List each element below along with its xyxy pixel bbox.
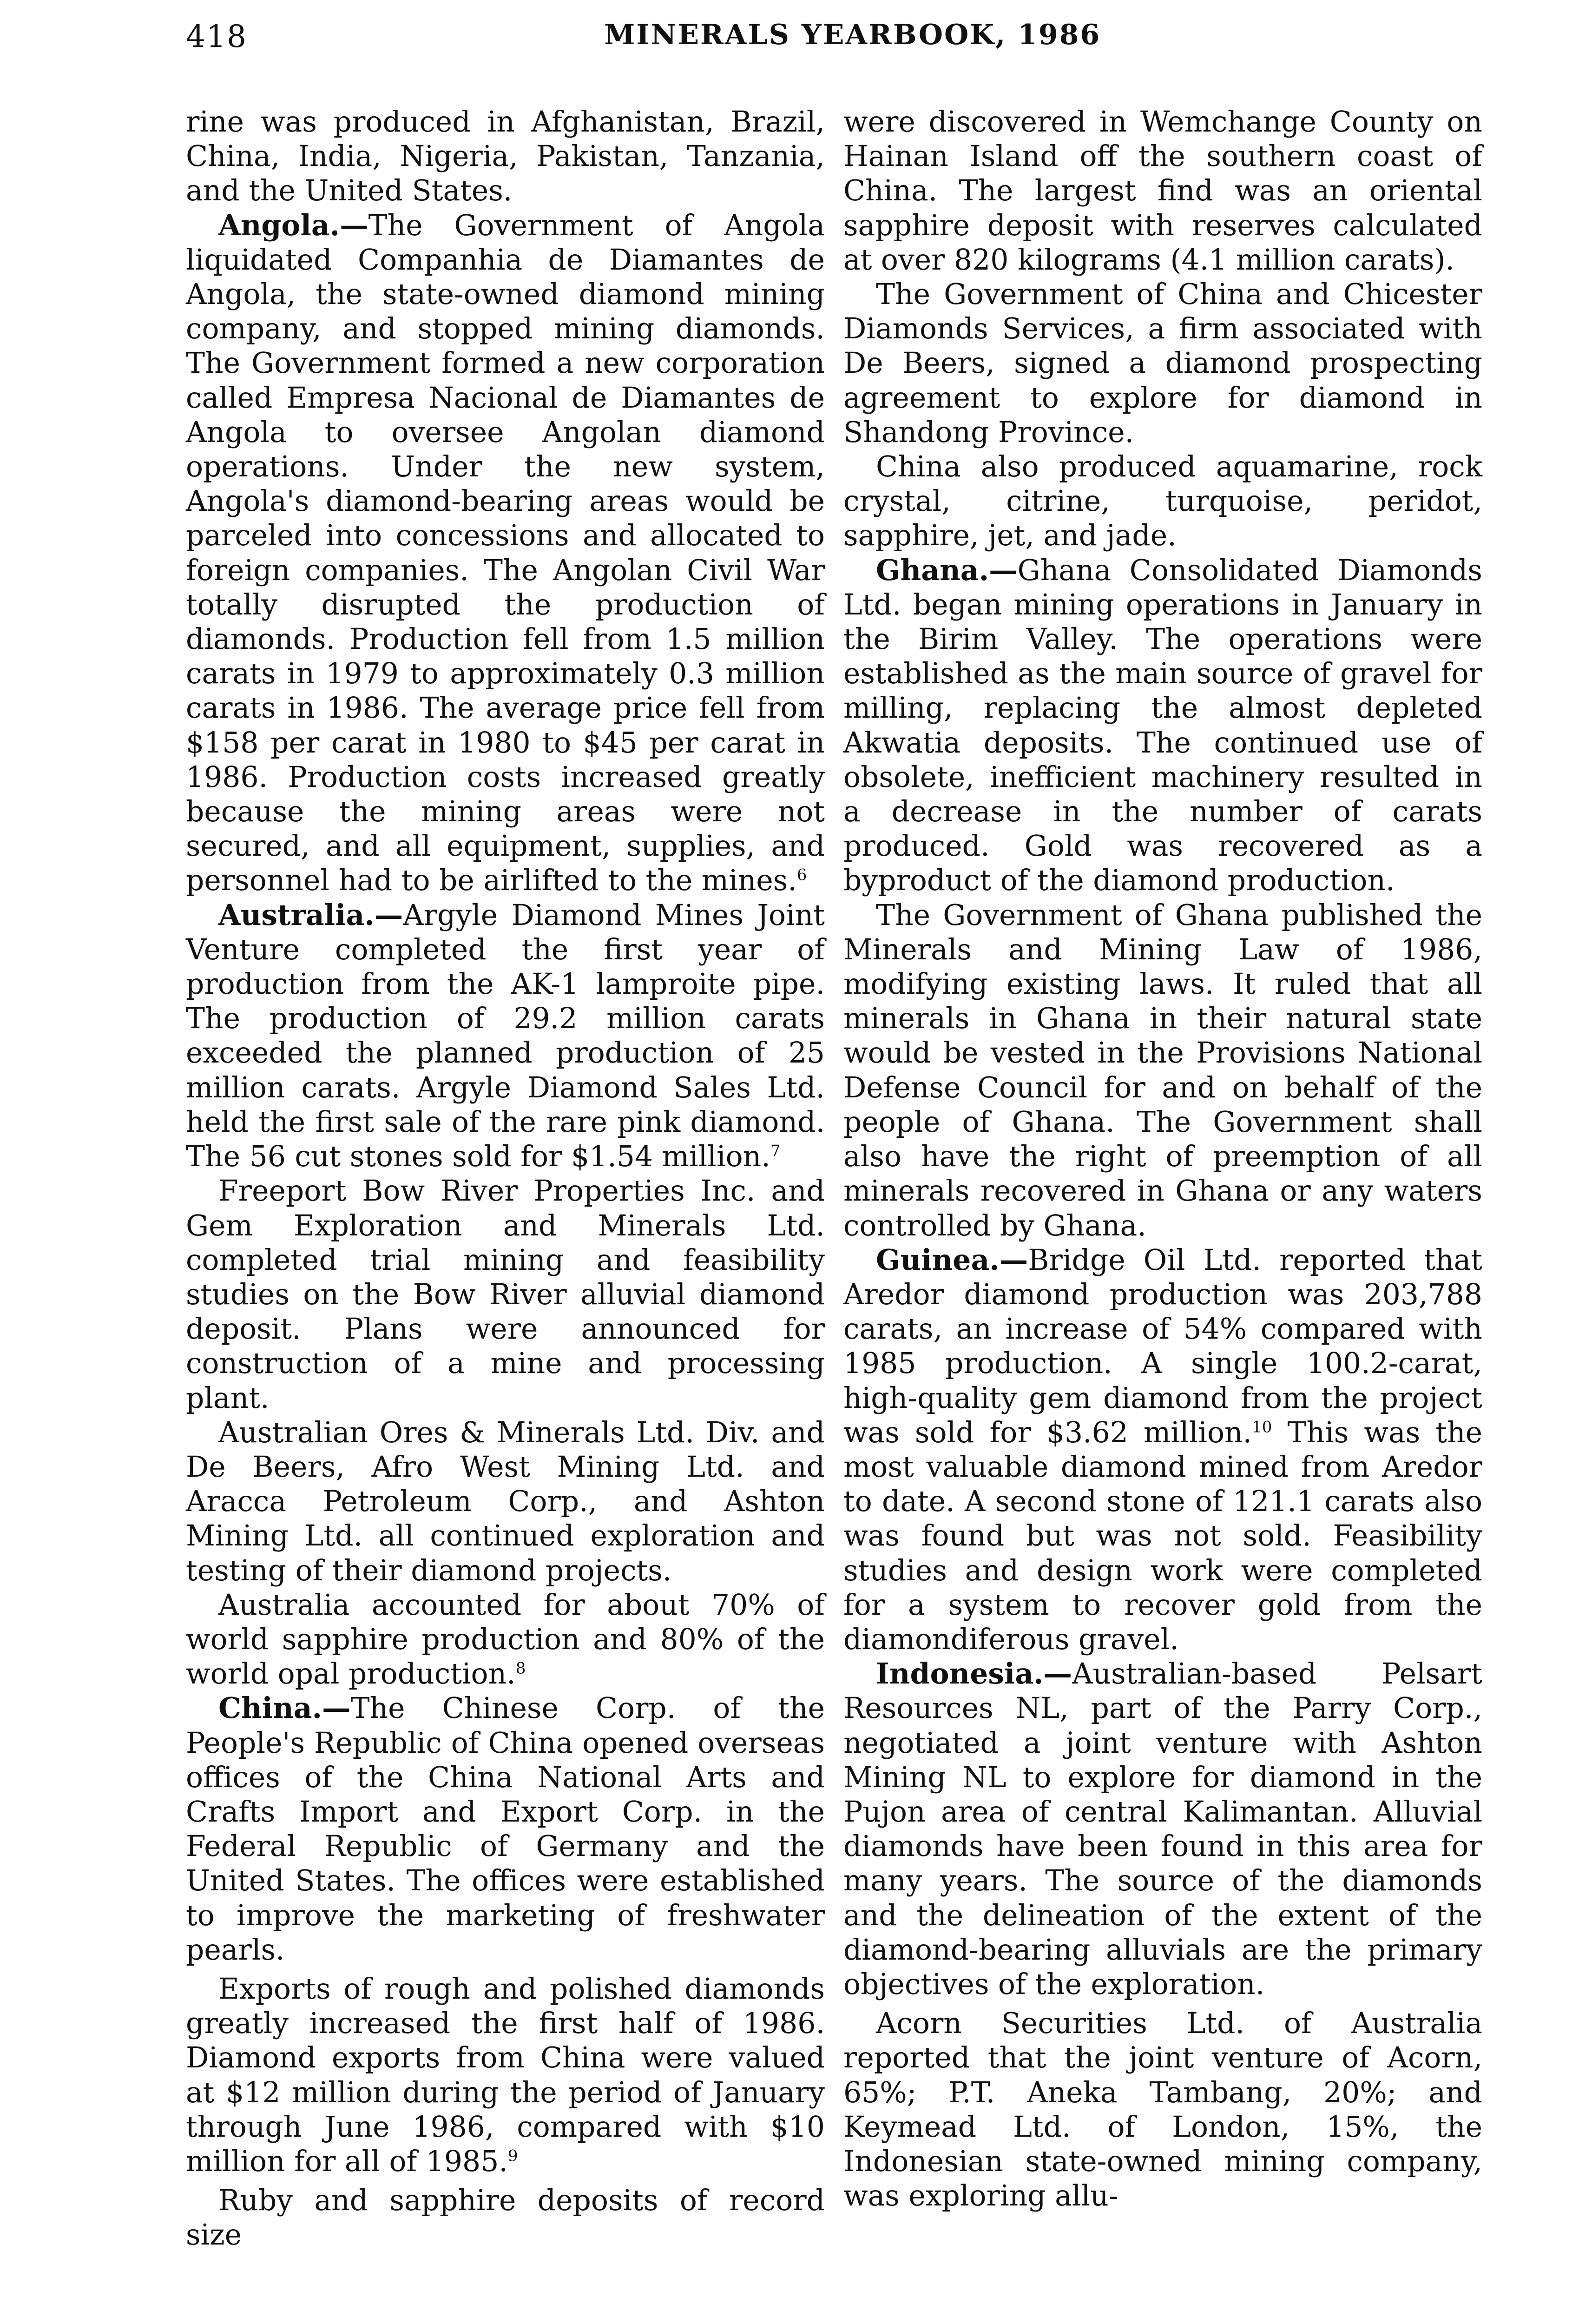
paragraph-text: Australia accounted for about 70% of world sapphire production and 80% of the world opal production. — [186, 1588, 825, 1691]
country-heading-indonesia: Indonesia.— — [876, 1657, 1072, 1691]
section-china — [186, 1691, 825, 1967]
paragraph-text: Australian-based Pelsart Resources NL, part of the Parry Corp., negotiated a joint venture with Ashton Mining NL to explore for diamond in the Pujon area of central Kalimantan. Alluvial diamonds have been found in this area for many years. The source of the diamonds and the delineation of the extent of the diamond-bearing alluvials are the primary objectives of the exploration. — [843, 1657, 1482, 2001]
country-heading-angola: Angola.— — [218, 208, 368, 242]
paragraph-ores — [186, 1415, 825, 1588]
paragraph-text: Acorn Securities Ltd. of Australia reported that the joint venture of Acorn, 65%; P.T. Aneka Tambang, 20%; and Keymead Ltd. of London, 15%, the Indonesian state-owned mining company, was exploring allu- — [843, 2007, 1482, 2213]
paragraph-chicester — [843, 277, 1482, 449]
paragraph-continued — [843, 105, 1482, 277]
paragraph-text: were discovered in Wemchange County on Hainan Island off the southern coast of China. The largest find was an oriental sapphire deposit with reserves calculated at over 820 kilograms (4.1 million carats). — [843, 105, 1482, 277]
paragraph-acorn — [843, 2006, 1482, 2213]
right-column — [843, 105, 1482, 2213]
paragraph-continued — [186, 105, 825, 208]
paragraph-ghana-law — [843, 898, 1482, 1243]
footnote-ref: 9 — [507, 2146, 518, 2166]
left-column — [186, 105, 825, 2252]
section-angola — [186, 208, 825, 898]
page-header — [0, 19, 1592, 70]
country-heading-china: China.— — [218, 1691, 351, 1725]
section-indonesia — [843, 1657, 1482, 2001]
paragraph-text: Argyle Diamond Mines Joint Venture completed the first year of production from the AK-1 lamproite pipe. The production of 29.2 million carats exceeded the planned production of 25 million carats. Argyle Diamond Sales Ltd. held the first sale of the rare pink diamond. The 56 cut stones sold for $1.54 million. — [186, 898, 825, 1174]
paragraph-ruby — [186, 2183, 825, 2252]
footnote-ref: 6 — [796, 865, 807, 885]
footnote-ref: 7 — [770, 1142, 781, 1161]
paragraph-text: China also produced aquamarine, rock crystal, citrine, turquoise, peridot, sapphire, jet, and jade. — [843, 450, 1482, 553]
paragraph-text: Exports of rough and polished diamonds greatly increased the first half of 1986. Diamond exports from China were valued at $12 million during the period of January through June 1986, compared with $10 million for all of 1985. — [186, 1972, 825, 2178]
country-heading-guinea: Guinea.— — [876, 1242, 1028, 1277]
paragraph-text: Ruby and sapphire deposits of record size — [186, 2184, 825, 2252]
section-australia — [186, 898, 825, 1174]
footnote-ref: 8 — [515, 1659, 526, 1678]
page-number: 418 — [186, 19, 247, 54]
paragraph-text: This was the most valuable diamond mined from Aredor to date. A second stone of 121.1 carats also was found but was not sold. Feasibility studies and design work were completed for a system to recover gold from the diamondiferous gravel. — [843, 1415, 1482, 1656]
paragraph-text: The Government of Angola liquidated Companhia de Diamantes de Angola, the state-owned diamond mining company, and stopped mining diamonds. The Government formed a new corporation called Empresa Nacional de Diamantes de Angola to oversee Angolan diamond operations. Under the new system, Angola's diamond-bearing areas would be parceled into concessions and allocated to foreign companies. The Angolan Civil War totally disrupted the production of diamonds. Production fell from 1.5 million carats in 1979 to approximately 0.3 million carats in 1986. The average price fell from $158 per carat in 1980 to $45 per carat in 1986. Production costs increased greatly because the mining areas were not secured, and all equipment, supplies, and personnel had to be airlifted to the mines. — [186, 208, 825, 898]
paragraph-text: Ghana Consolidated Diamonds Ltd. began mining operations in January in the Birim Valley. The operations were established as the main source of gravel for milling, replacing the almost depleted Akwatia deposits. The continued use of obsolete, inefficient machinery resulted in a decrease in the number of carats produced. Gold was recovered as a byproduct of the diamond production. — [843, 553, 1482, 898]
paragraph-freeport — [186, 1174, 825, 1415]
paragraph-exports — [186, 1972, 825, 2179]
paragraph-text: Bridge Oil Ltd. reported that Aredor diamond production was 203,788 carats, an increase of 54% compared with 1985 production. A single 100.2-carat, high-quality gem diamond from the project was sold for $3.62 million. — [843, 1243, 1482, 1449]
paragraph-text: Australian Ores & Minerals Ltd. Div. and De Beers, Afro West Mining Ltd. and Aracca Petroleum Corp., and Ashton Mining Ltd. all continued exploration and testing of their diamond projects. — [186, 1415, 825, 1587]
paragraph-text: rine was produced in Afghanistan, Brazil, China, India, Nigeria, Pakistan, Tanzania, and the United States. — [186, 105, 825, 208]
paragraph-text: Freeport Bow River Properties Inc. and Gem Exploration and Minerals Ltd. completed trial mining and feasibility studies on the Bow River alluvial diamond deposit. Plans were announced for construction of a mine and processing plant. — [186, 1174, 825, 1415]
paragraph-aquamarine — [843, 449, 1482, 553]
paragraph-text: The Government of China and Chicester Diamonds Services, a firm associated with De Beers, signed a diamond prospecting agreement to explore for diamond in Shandong Province. — [843, 277, 1482, 449]
country-heading-ghana: Ghana.— — [876, 553, 1018, 587]
running-title: MINERALS YEARBOOK, 1986 — [604, 19, 1101, 51]
footnote-ref: 10 — [1252, 1418, 1272, 1437]
paragraph-text: The Government of Ghana published the Minerals and Mining Law of 1986, modifying existing laws. It ruled that all minerals in Ghana in their natural state would be vested in the Provisions National Defense Council for and on behalf of the people of Ghana. The Government shall also have the right of preemption of all minerals recovered in Ghana or any waters controlled by Ghana. — [843, 898, 1482, 1242]
section-ghana — [843, 553, 1482, 898]
paragraph-text: The Chinese Corp. of the People's Republic of China opened overseas offices of the China National Arts and Crafts Import and Export Corp. in the Federal Republic of Germany and the United States. The offices were established to improve the marketing of freshwater pearls. — [186, 1691, 825, 1967]
paragraph-sapphire — [186, 1588, 825, 1691]
section-guinea — [843, 1243, 1482, 1657]
country-heading-australia: Australia.— — [218, 898, 403, 932]
